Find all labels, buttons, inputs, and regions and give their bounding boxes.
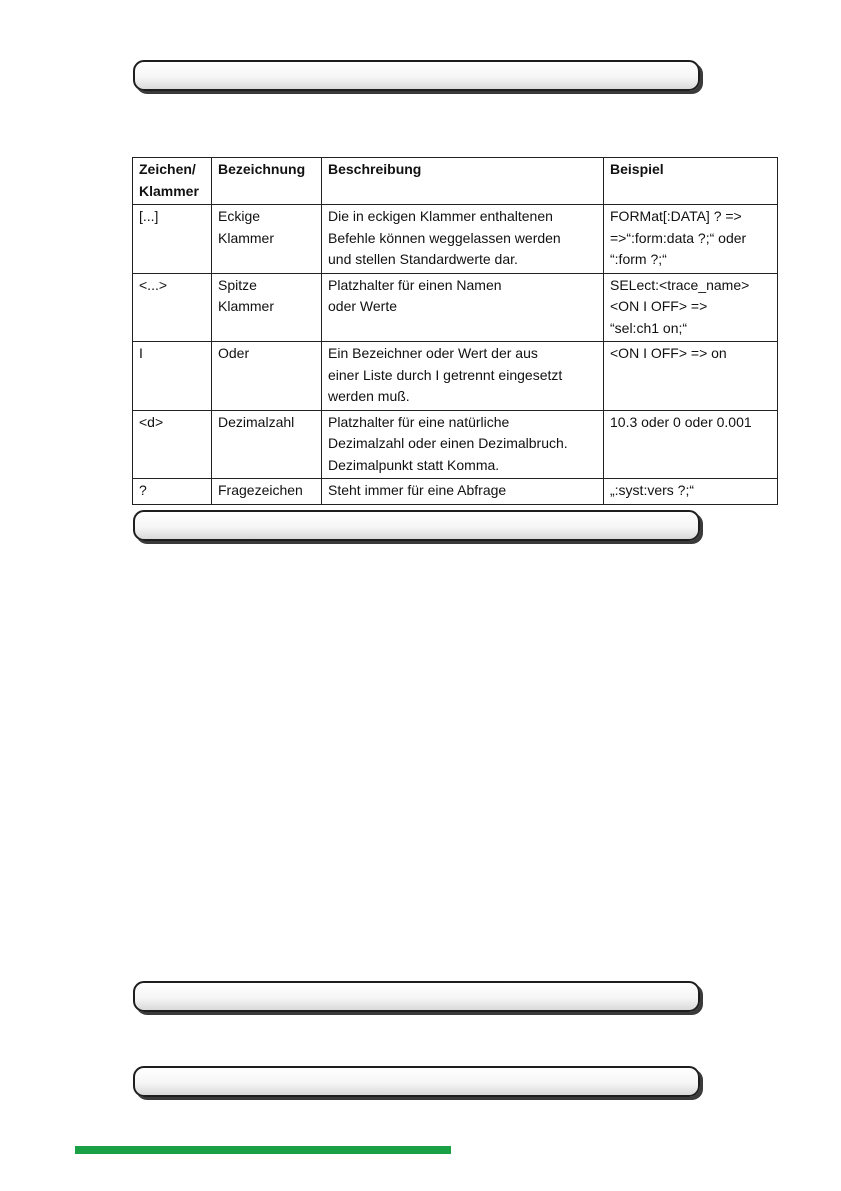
cell-symbol: ? [133, 479, 212, 505]
cell-example: „:syst:vers ?;“ [604, 479, 778, 505]
cell-description: Platzhalter für einen Namen oder Werte [322, 273, 604, 342]
cell-symbol: <d> [133, 410, 212, 479]
cell-example: <ON I OFF> => on [604, 342, 778, 411]
cell-name: Fragezeichen [212, 479, 322, 505]
syntax-table [132, 157, 778, 505]
cell-description: Ein Bezeichner oder Wert der aus einer Liste durch I getrennt eingesetzt werden muß. [322, 342, 604, 411]
cell-description: Steht immer für eine Abfrage [322, 479, 604, 505]
cell-example: SELect:<trace_name> <ON I OFF> => “sel:ch1 on;“ [604, 273, 778, 342]
section-header-banner [133, 981, 700, 1012]
cell-symbol: I [133, 342, 212, 411]
section-header-banner [133, 1066, 700, 1097]
table-row [133, 205, 778, 274]
cell-name: Eckige Klammer [212, 205, 322, 274]
footer-accent-bar [75, 1146, 451, 1154]
table-row [133, 273, 778, 342]
cell-example: 10.3 oder 0 oder 0.001 [604, 410, 778, 479]
column-header-description: Beschreibung [322, 158, 604, 205]
table-header-row [133, 158, 778, 205]
cell-example: FORMat[:DATA] ? => =>“:form:data ?;“ oder “:form ?;“ [604, 205, 778, 274]
cell-symbol: <...> [133, 273, 212, 342]
cell-description: Platzhalter für eine natürliche Dezimalzahl oder einen Dezimalbruch. Dezimalpunkt statt Komma. [322, 410, 604, 479]
table-row [133, 479, 778, 505]
cell-name: Oder [212, 342, 322, 411]
cell-symbol: [...] [133, 205, 212, 274]
column-header-example: Beispiel [604, 158, 778, 205]
table-row [133, 342, 778, 411]
section-header-banner [133, 60, 700, 91]
cell-description: Die in eckigen Klammer enthaltenen Befehle können weggelassen werden und stellen Standardwerte dar. [322, 205, 604, 274]
cell-name: Dezimalzahl [212, 410, 322, 479]
column-header-symbol: Zeichen/ Klammer [133, 158, 212, 205]
section-header-banner [133, 510, 700, 541]
column-header-name: Bezeichnung [212, 158, 322, 205]
table-row [133, 410, 778, 479]
cell-name: Spitze Klammer [212, 273, 322, 342]
